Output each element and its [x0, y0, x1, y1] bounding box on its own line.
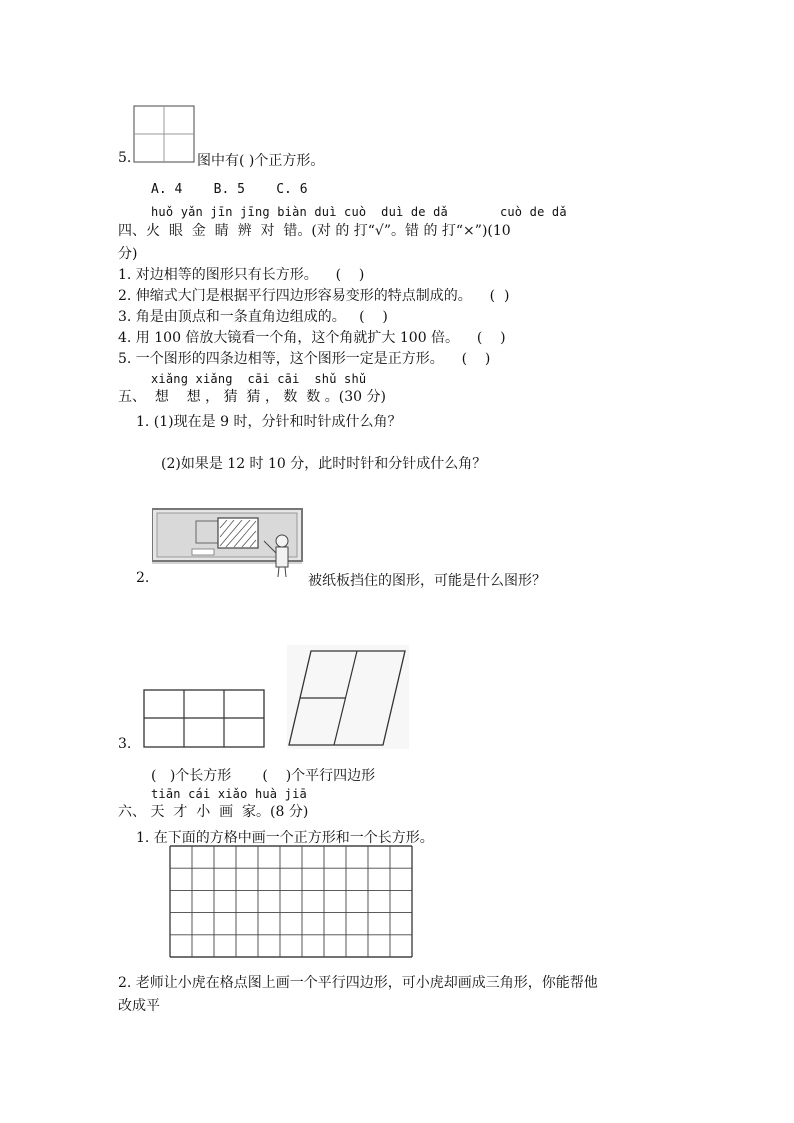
parallelogram-figure: [287, 645, 409, 749]
section5-q1a: 1. (1)现在是 9 时，分针和时针成什么角？: [136, 414, 402, 430]
section5-q2-number: 2.: [136, 570, 150, 586]
section4-item: 3. 角是由顶点和一条直角边组成的。 ( ): [118, 309, 388, 325]
section6-pinyin: tiān cái xiǎo huà jiā: [151, 787, 307, 801]
section4-item: 1. 对边相等的图形只有长方形。 ( ): [118, 267, 365, 283]
section4-item: 5. 一个图形的四条边相等，这个图形一定是正方形。 ( ): [118, 351, 491, 367]
four-squares-figure: [133, 105, 195, 163]
section6-q1: 1. 在下面的方格中画一个正方形和一个长方形。: [136, 830, 434, 846]
section4-title-cont: 分): [118, 246, 138, 262]
blackboard-illustration: [152, 497, 308, 583]
rectangle-grid-figure: [143, 689, 265, 749]
section4-title: 四、火 眼 金 睛 辨 对 错。(对 的 打“√”。错 的 打“×”)(10: [118, 223, 511, 239]
q5-options: A. 4 B. 5 C. 6: [151, 182, 308, 197]
q5-number: 5.: [118, 150, 132, 166]
section4-item: 4. 用 100 倍放大镜看一个角，这个角就扩大 100 倍。 ( ): [118, 330, 506, 346]
section5-q1b: (2)如果是 12 时 10 分，此时时针和分针成什么角？: [161, 456, 487, 472]
section6-q2-line1: 2. 老师让小虎在格点图上画一个平行四边形，可小虎却画成三角形，你能帮他: [118, 975, 598, 991]
section4-item: 2. 伸缩式大门是根据平行四边形容易变形的特点制成的。 ( ): [118, 288, 510, 304]
section6-q2-line2: 改成平: [118, 998, 160, 1014]
section5-q2-text: 被纸板挡住的图形，可能是什么图形？: [308, 573, 546, 589]
section5-q3-answer: ( )个长方形 ( )个平行四边形: [151, 768, 376, 784]
section5-title: 五、 想 想 ， 猜 猜 ， 数 数 。(30 分): [118, 389, 386, 405]
section5-pinyin: xiǎng xiǎng cāi cāi shǔ shǔ: [151, 372, 367, 386]
section4-pinyin: huǒ yǎn jīn jīng biàn duì cuò duì de dǎ cuò de dǎ: [151, 205, 567, 219]
section6-title: 六、 天 才 小 画 家。(8 分): [118, 804, 309, 820]
q5-text: 图中有( )个正方形。: [197, 153, 325, 169]
drawing-grid[interactable]: [169, 845, 413, 958]
section5-q3-number: 3.: [118, 736, 132, 752]
